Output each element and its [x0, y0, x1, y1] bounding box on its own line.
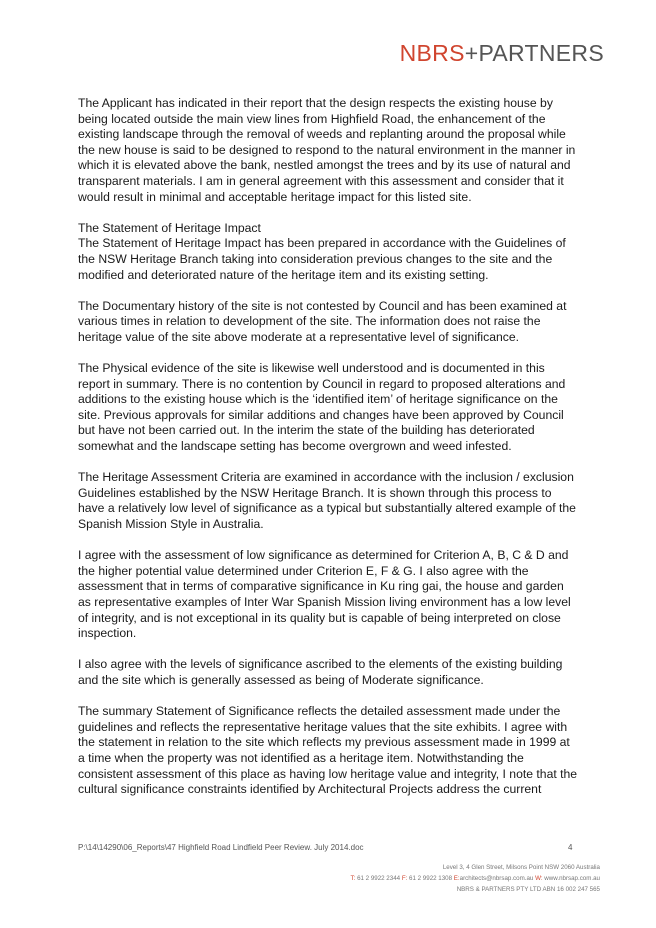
fax-label: F: — [401, 875, 408, 882]
file-path: P:\14\14290\06_Reports\47 Highfield Road Lindfield Peer Review. July 2014.doc — [78, 843, 364, 852]
section-heading: The Statement of Heritage Impact — [78, 220, 261, 235]
email-value: architects@nbrsap.com.au — [459, 875, 534, 882]
paragraph-summary: The summary Statement of Significance reflects the detailed assessment made under the guidelines and reflects the representative heritage values that the site exhibits. I agree with the statement in relation to the site which reflects my previous assessment made in 1999 at a time when the property was not identified as a heritage item. Notwithstanding the consistent assessment of this place as having low heritage value and integrity, I note that the cultural significance constraints identified by Architectural Projects address the current — [78, 704, 578, 797]
contact-line — [351, 875, 600, 882]
web-label: W: — [535, 875, 543, 882]
paragraph-statement: The Statement of Heritage Impact has been prepared in accordance with the Guidelines of the NSW Heritage Branch taking into consideration previous changes to the site and the modified and deteriorated nature of the heritage item and its existing setting. — [78, 236, 566, 282]
paragraph-levels: I also agree with the levels of significance ascribed to the elements of the existing building and the site which is generally assessed as being of Moderate significance. — [78, 657, 563, 687]
email-label: E: — [453, 875, 460, 882]
logo-partners: +PARTNERS — [464, 40, 604, 66]
logo-nbrs: NBRS — [399, 40, 465, 66]
paragraph-criteria: The Heritage Assessment Criteria are examined in accordance with the inclusion / exclusion Guidelines established by the NSW Heritage Branch. It is shown through this process to have a relatively low level of significance as a typical but substantially altered example of the Spanish Mission Style in Australia. — [78, 470, 576, 532]
tel-label: T: — [350, 875, 356, 882]
paragraph-low-significance: I agree with the assessment of low significance as determined for Criterion A, B, C & D and the higher potential value determined under Criterion E, F & G. I also agree with the assessment that in terms of comparative significance in Ku ring gai, the house and garden as representative examples of Inter War Spanish Mission living environment has a low level of integrity, and is not exceptional in its quality but is capable of being interpreted on close inspection. — [78, 548, 571, 641]
fax-value: 61 2 9922 1308 — [409, 875, 453, 882]
tel-value: 61 2 9922 2344 — [357, 875, 401, 882]
paragraph-physical: The Physical evidence of the site is likewise well understood and is documented in this report in summary. There is no contention by Council in regard to proposed alterations and additions to the existing house which is the ‘identified item’ of heritage significance on the site. Previous approvals for similar additions and changes have been approved by Council but have not been carried out. In the interim the state of the building has deteriorated somewhat and the landscape setting has become overgrown and weed infested. — [78, 361, 566, 454]
address-line: Level 3, 4 Glen Street, Milsons Point NSW 2060 Australia — [442, 864, 600, 871]
company-line: NBRS & PARTNERS PTY LTD ABN 16 002 247 565 — [456, 886, 600, 893]
report-body — [78, 96, 578, 813]
company-logo — [400, 40, 604, 67]
paragraph-documentary: The Documentary history of the site is not contested by Council and has been examined at various times in relation to development of the site. The information does not raise the heritage value of the site above moderate at a representative level of significance. — [78, 298, 567, 344]
web-value: www.nbrsap.com.au — [544, 875, 600, 882]
paragraph-applicant: The Applicant has indicated in their report that the design respects the existing house by being located outside the main view lines from Highfield Road, the enhancement of the existing landscape through the removal of weeds and replanting around the proposal while the new house is said to be designed to respond to the natural environment in the manner in which it is elevated above the bank, nestled amongst the trees and by its use of natural and transparent materials. I am in general agreement with this assessment and consider that it would result in minimal and acceptable heritage impact for this listed site. — [78, 96, 576, 204]
page-number: 4 — [568, 843, 573, 852]
